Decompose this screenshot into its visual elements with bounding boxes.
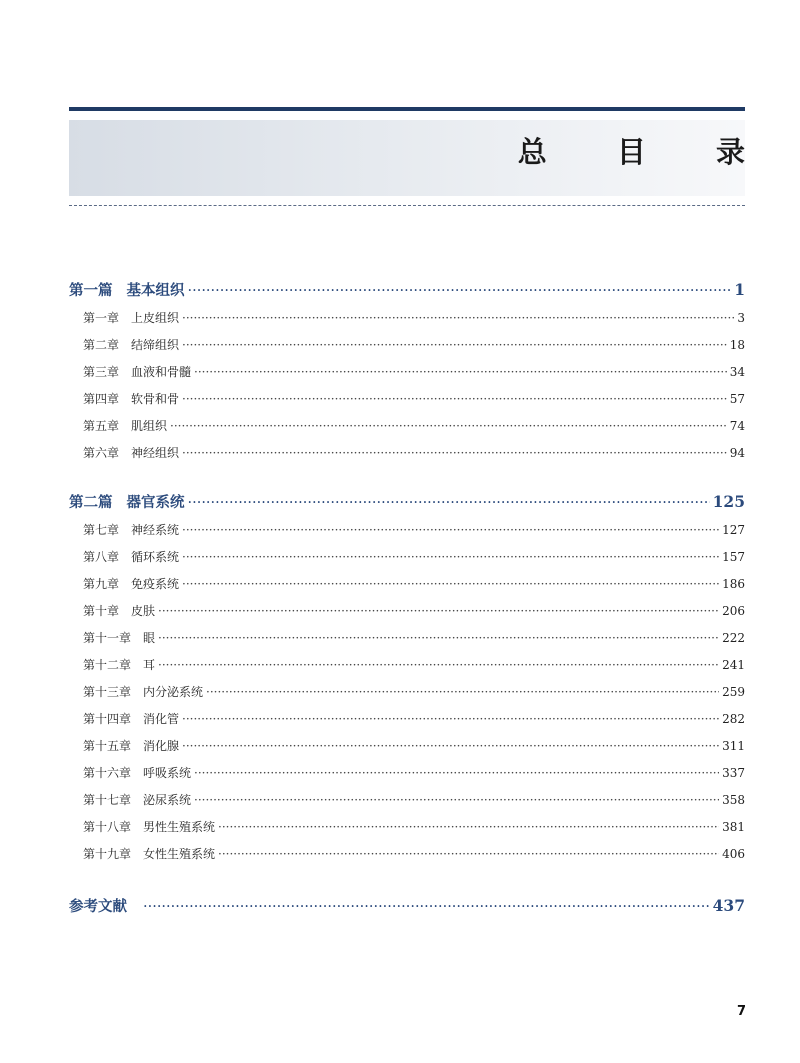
chapter-number: 第十六章 xyxy=(83,766,132,780)
references-label: 参考文献 xyxy=(69,898,127,915)
toc-chapter[interactable] xyxy=(69,787,745,814)
dot-leader xyxy=(218,841,719,868)
chapter-name: 男性生殖系统 xyxy=(143,820,216,834)
title-band xyxy=(69,120,775,196)
chapter-name: 免疫系统 xyxy=(131,577,180,591)
chapter-number: 第一章 xyxy=(83,311,120,325)
toc-chapter[interactable] xyxy=(69,706,745,733)
chapter-name: 消化腺 xyxy=(143,739,180,753)
chapter-page: 406 xyxy=(722,847,745,861)
chapter-name: 眼 xyxy=(143,631,156,645)
toc-chapter[interactable] xyxy=(69,517,745,544)
chapter-number: 第十四章 xyxy=(83,712,132,726)
chapter-name: 消化管 xyxy=(143,712,180,726)
chapter-page: 34 xyxy=(729,365,745,379)
chapter-name: 神经系统 xyxy=(131,523,180,537)
chapter-name: 血液和骨髓 xyxy=(131,365,192,379)
part-name: 基本组织 xyxy=(126,282,185,299)
page-title: 总 目 录 xyxy=(517,135,775,169)
chapter-page: 241 xyxy=(722,658,745,672)
dot-leader xyxy=(194,359,727,386)
chapter-page: 259 xyxy=(722,685,745,699)
chapter-number: 第十七章 xyxy=(83,793,132,807)
chapter-page: 206 xyxy=(722,604,745,618)
chapter-name: 结缔组织 xyxy=(131,338,180,352)
toc-chapter[interactable] xyxy=(69,386,745,413)
toc-chapter[interactable] xyxy=(69,359,745,386)
chapter-number: 第十五章 xyxy=(83,739,132,753)
chapter-number: 第十章 xyxy=(83,604,120,618)
chapter-number: 第三章 xyxy=(83,365,120,379)
dot-leader xyxy=(182,733,719,760)
dot-leader xyxy=(188,488,710,518)
dot-leader xyxy=(188,276,732,306)
chapter-name: 上皮组织 xyxy=(131,311,180,325)
table-of-contents xyxy=(69,275,745,921)
dot-leader xyxy=(143,892,710,922)
dashed-divider xyxy=(69,205,745,206)
toc-references[interactable] xyxy=(69,891,745,921)
chapter-page: 358 xyxy=(722,793,745,807)
dot-leader xyxy=(182,440,727,467)
chapter-page: 282 xyxy=(722,712,745,726)
chapter-page: 157 xyxy=(722,550,745,564)
chapter-name: 内分泌系统 xyxy=(143,685,204,699)
chapter-number: 第七章 xyxy=(83,523,120,537)
part-label: 第一篇 xyxy=(69,282,113,299)
chapter-name: 耳 xyxy=(143,658,156,672)
dot-leader xyxy=(182,305,734,332)
dot-leader xyxy=(158,598,719,625)
toc-part-2[interactable] xyxy=(69,487,745,517)
dot-leader xyxy=(182,706,719,733)
toc-chapter[interactable] xyxy=(69,598,745,625)
toc-chapter[interactable] xyxy=(69,413,745,440)
chapter-page: 3 xyxy=(737,311,745,325)
page-number: 7 xyxy=(736,1004,746,1019)
dot-leader xyxy=(170,413,727,440)
toc-chapter[interactable] xyxy=(69,733,745,760)
toc-chapter[interactable] xyxy=(69,814,745,841)
chapter-page: 94 xyxy=(729,446,745,460)
chapter-page: 186 xyxy=(722,577,745,591)
chapter-name: 肌组织 xyxy=(131,419,168,433)
part-page: 125 xyxy=(712,492,745,511)
toc-chapter[interactable] xyxy=(69,652,745,679)
dot-leader xyxy=(218,814,719,841)
chapter-name: 呼吸系统 xyxy=(143,766,192,780)
dot-leader xyxy=(182,386,727,413)
chapter-page: 222 xyxy=(722,631,745,645)
dot-leader xyxy=(182,517,719,544)
header-rule xyxy=(69,107,745,111)
toc-chapter[interactable] xyxy=(69,841,745,868)
dot-leader xyxy=(182,571,719,598)
chapter-name: 神经组织 xyxy=(131,446,180,460)
part-name: 器官系统 xyxy=(126,494,185,511)
dot-leader xyxy=(158,652,719,679)
chapter-page: 57 xyxy=(729,392,745,406)
chapter-name: 女性生殖系统 xyxy=(143,847,216,861)
toc-chapter[interactable] xyxy=(69,544,745,571)
chapter-number: 第四章 xyxy=(83,392,120,406)
chapter-name: 皮肤 xyxy=(131,604,156,618)
dot-leader xyxy=(194,760,719,787)
chapter-page: 311 xyxy=(722,739,745,753)
chapter-number: 第十八章 xyxy=(83,820,132,834)
dot-leader xyxy=(182,544,719,571)
toc-part-1[interactable] xyxy=(69,275,745,305)
toc-chapter[interactable] xyxy=(69,332,745,359)
chapter-number: 第八章 xyxy=(83,550,120,564)
part-label: 第二篇 xyxy=(69,494,113,511)
chapter-page: 127 xyxy=(722,523,745,537)
chapter-number: 第十一章 xyxy=(83,631,132,645)
chapter-name: 循环系统 xyxy=(131,550,180,564)
chapter-number: 第六章 xyxy=(83,446,120,460)
references-page: 437 xyxy=(712,896,745,915)
chapter-number: 第五章 xyxy=(83,419,120,433)
toc-chapter[interactable] xyxy=(69,571,745,598)
chapter-number: 第十三章 xyxy=(83,685,132,699)
dot-leader xyxy=(194,787,719,814)
chapter-number: 第十九章 xyxy=(83,847,132,861)
chapter-page: 74 xyxy=(729,419,745,433)
toc-chapter[interactable] xyxy=(69,305,745,332)
chapter-page: 18 xyxy=(729,338,745,352)
dot-leader xyxy=(182,332,727,359)
chapter-name: 软骨和骨 xyxy=(131,392,180,406)
chapter-page: 337 xyxy=(722,766,745,780)
chapter-number: 第二章 xyxy=(83,338,120,352)
dot-leader xyxy=(158,625,719,652)
dot-leader xyxy=(206,679,719,706)
part-page: 1 xyxy=(734,280,745,299)
chapter-number: 第十二章 xyxy=(83,658,132,672)
toc-chapter[interactable] xyxy=(69,440,745,467)
toc-chapter[interactable] xyxy=(69,679,745,706)
chapter-page: 381 xyxy=(722,820,745,834)
chapter-number: 第九章 xyxy=(83,577,120,591)
toc-chapter[interactable] xyxy=(69,625,745,652)
chapter-name: 泌尿系统 xyxy=(143,793,192,807)
toc-chapter[interactable] xyxy=(69,760,745,787)
